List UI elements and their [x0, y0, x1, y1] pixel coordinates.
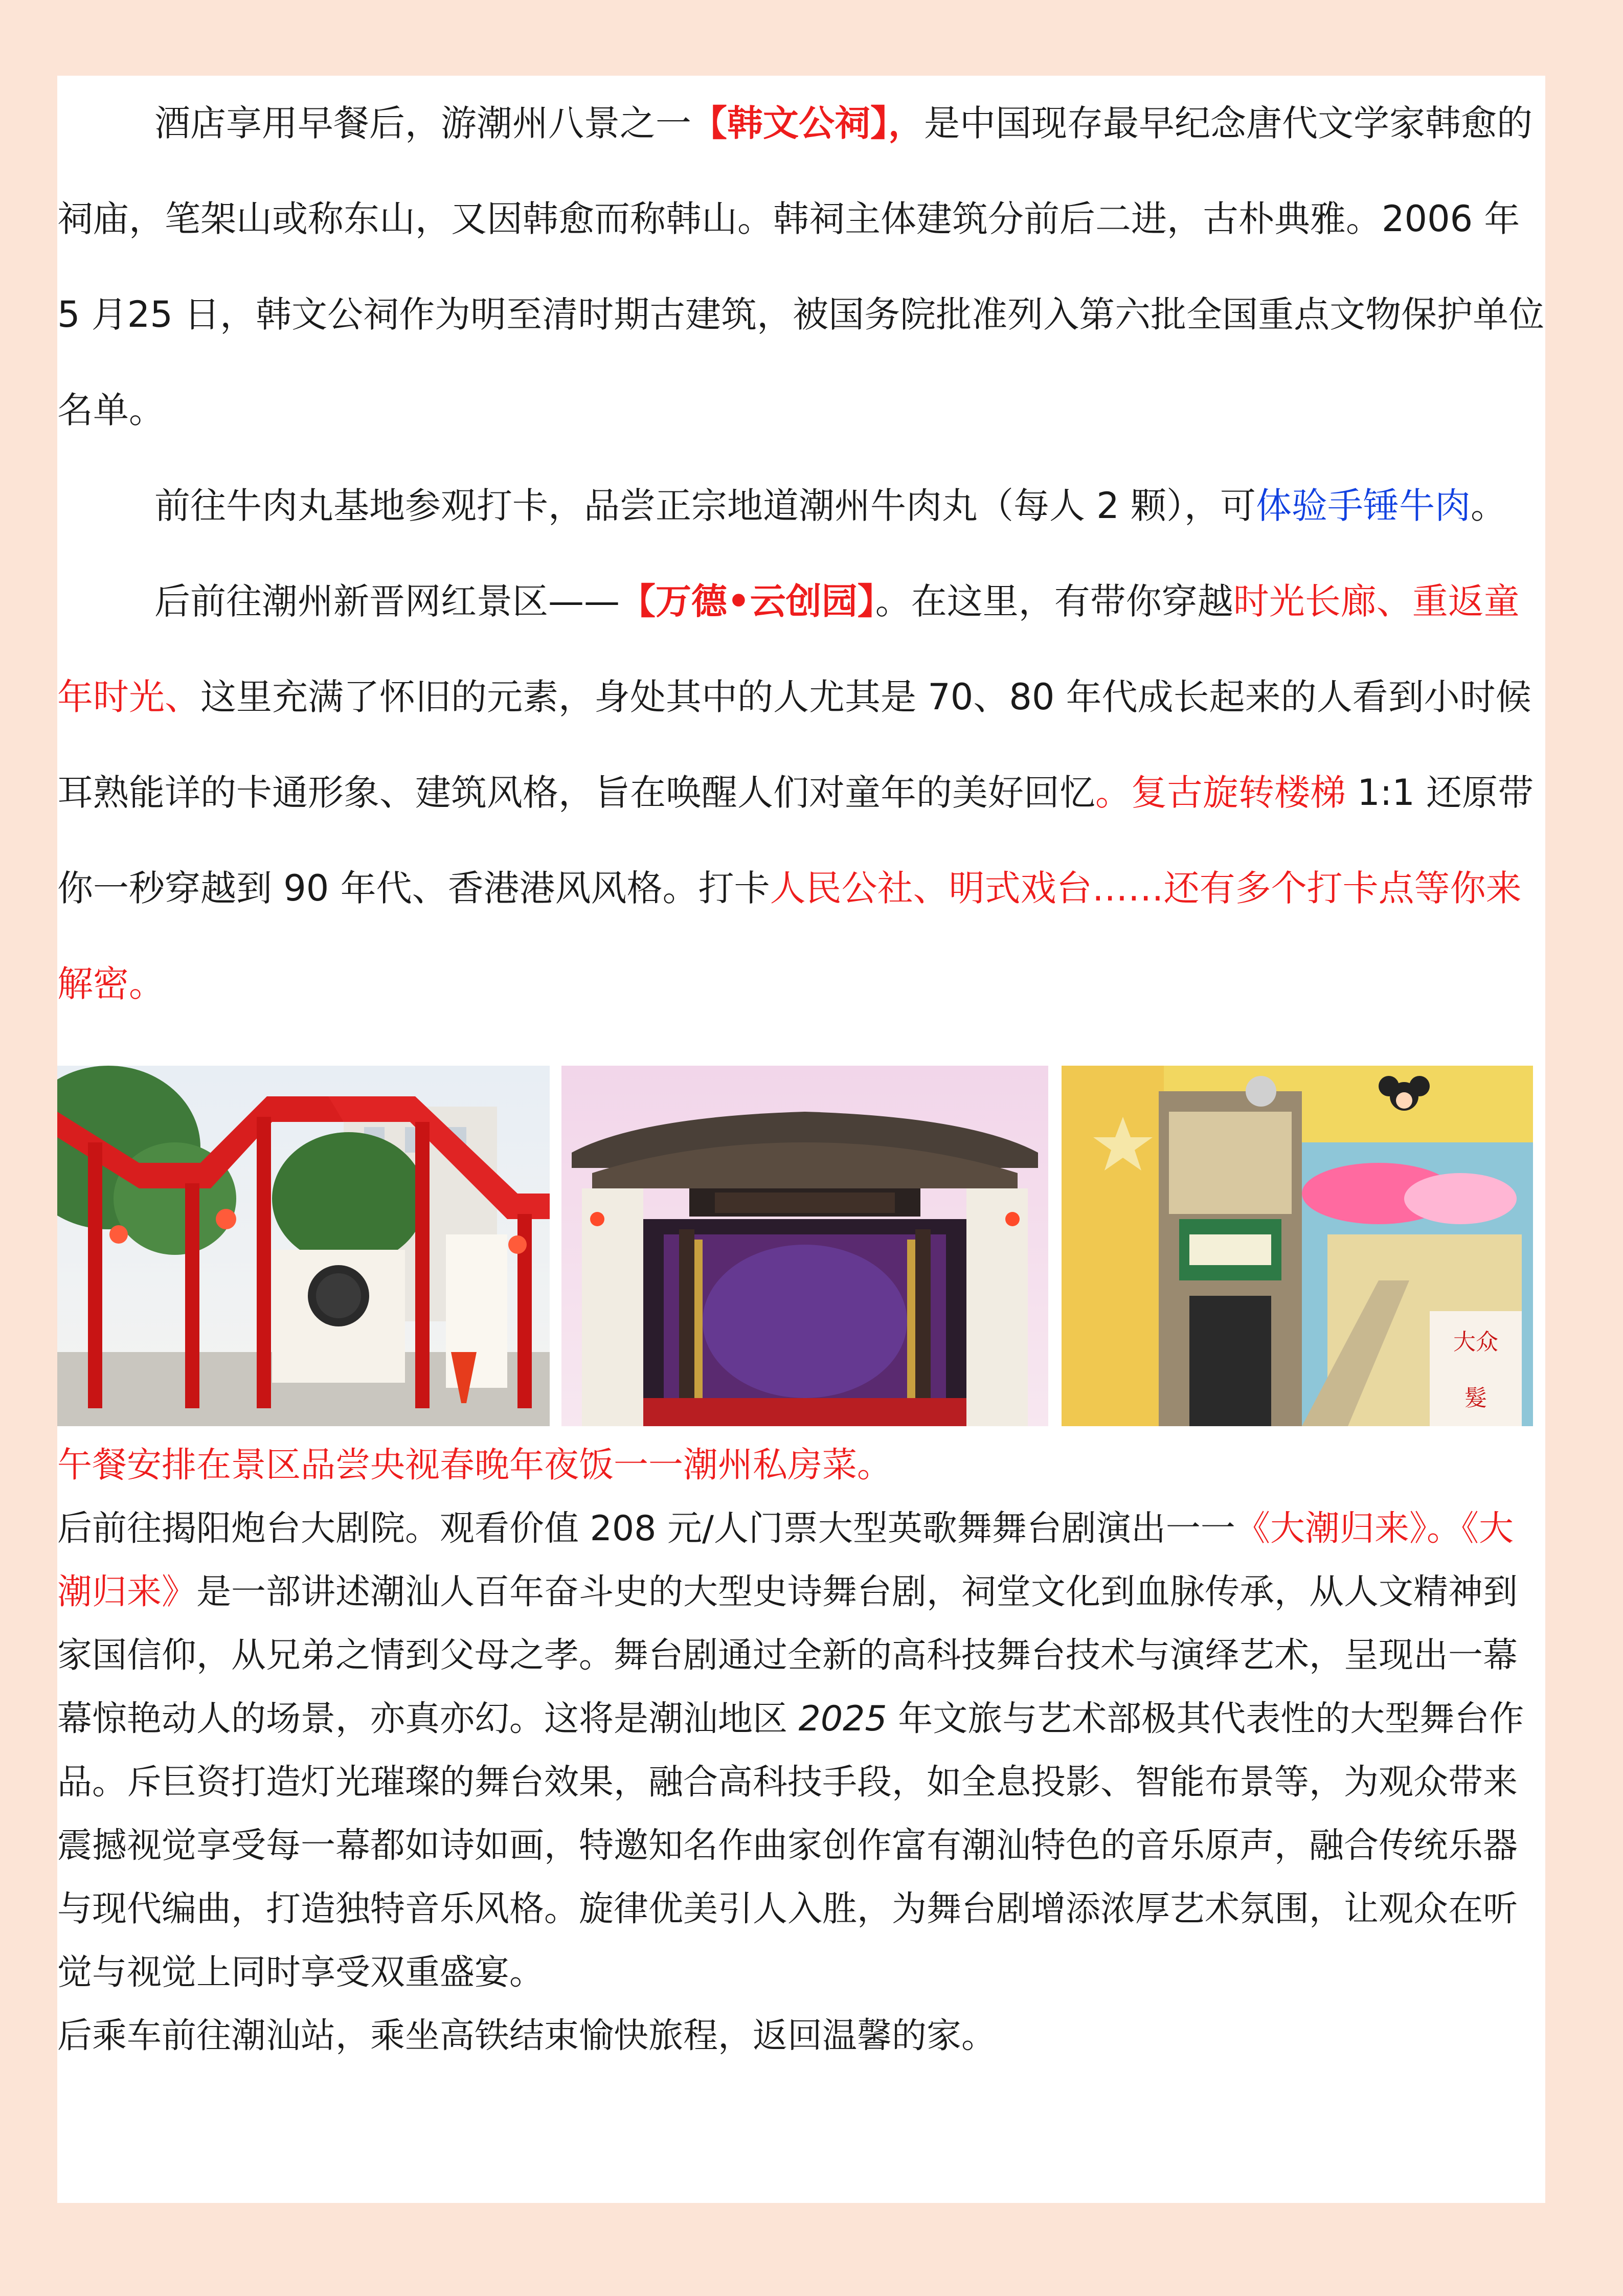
paragraph-beef-ball: 前往牛肉丸基地参观打卡，品尝正宗地道潮州牛肉丸（每人 2 颗），可体验手锤牛肉。 [154, 485, 1507, 527]
photo-retro-street [1062, 1066, 1533, 1426]
paragraph-lunch: 午餐安排在景区品尝央视春晚年夜饭一一潮州私房菜。 [57, 1445, 892, 1485]
highlight-hand-hammer-beef: 体验手锤牛肉 [1256, 485, 1471, 527]
highlight-wande-park: 【万德•云创园】 [620, 580, 875, 622]
highlight-checkin-points: 人民公社、明式戏台……还有多个打卡点等你来解密。 [57, 867, 1522, 1005]
photo-strip [57, 1066, 1545, 1426]
opera-stage-picture [561, 1066, 1048, 1426]
highlight-da-chao-gui-lai: 《大潮归来》。《大潮归来》 [57, 1509, 1514, 1612]
photo-red-gate [57, 1066, 550, 1426]
photo3-sign-a: 大众 [1453, 1330, 1498, 1355]
photo-opera-stage [561, 1066, 1048, 1426]
highlight-time-corridor: 时光长廊、重返童年时光、 [57, 580, 1520, 718]
document-page [57, 76, 1545, 2203]
paragraph-theater: 后前往揭阳炮台大剧院。观看价值 208 元/人门票大型英歌舞舞台剧演出一一《大潮归来》。《大潮归来》是一部讲述潮汕人百年奋斗史的大型史诗舞台剧，祠堂文化到血脉传承，从人文精神到家国信仰，从兄弟之情到父母之孝。舞台剧通过全新的高科技舞台技术与演绎艺术，呈现出一幕幕惊艳动人的场景，亦真亦幻。这将是潮汕地区 2025 年文旅与艺术部极其代表性的大型舞台作品。斥巨资打造灯光璀璨的舞台效果，融合高科技手段，如全息投影、智能布景等，为观众带来震撼视觉享受每一幕都如诗如画，特邀知名作曲家创作富有潮汕特色的音乐原声，融合传统乐器与现代编曲，打造独特音乐风格。旋律优美引人入胜，为舞台剧增添浓厚艺术氛围，让观众在听觉与视觉上同时享受双重盛宴。 [57, 1509, 1524, 1993]
photo3-sign-b: 髮 [1464, 1386, 1487, 1411]
highlight-han-wen-gong-ci: 【韩文公祠】， [691, 102, 924, 144]
year-2025: 2025 [798, 1699, 887, 1739]
highlight-retro-staircase: 。复古旋转楼梯 [1095, 772, 1346, 814]
paragraph-han-wen-gong-ci: 酒店享用早餐后，游潮州八景之一【韩文公祠】，是中国现存最早纪念唐代文学家韩愈的祠庙，笔架山或称东山，又因韩愈而称韩山。韩祠主体建筑分前后二进，古朴典雅。2006 年 5 月25 日，韩文公祠作为明至清时期古建筑，被国务院批准列入第六批全国重点文物保护单位名单。 [57, 102, 1545, 431]
red-gate-picture [57, 1066, 550, 1426]
paragraph-wande-park: 后前往潮州新晋网红景区——【万德•云创园】。在这里，有带你穿越时光长廊、重返童年时光、这里充满了怀旧的元素，身处其中的人尤其是 70、80 年代成长起来的人看到小时候耳熟能详的卡通形象、建筑风格，旨在唤醒人们对童年的美好回忆。复古旋转楼梯 1:1 还原带你一秒穿越到 90 年代、香港港风风格。打卡人民公社、明式戏台……还有多个打卡点等你来解密。 [57, 580, 1534, 1005]
itinerary-morning-section [57, 76, 1545, 1032]
retro-street-picture [1062, 1066, 1533, 1426]
paragraph-return-home: 后乘车前往潮汕站，乘坐高铁结束愉快旅程，返回温馨的家。 [57, 2016, 997, 2056]
itinerary-afternoon-section [57, 1434, 1545, 2068]
